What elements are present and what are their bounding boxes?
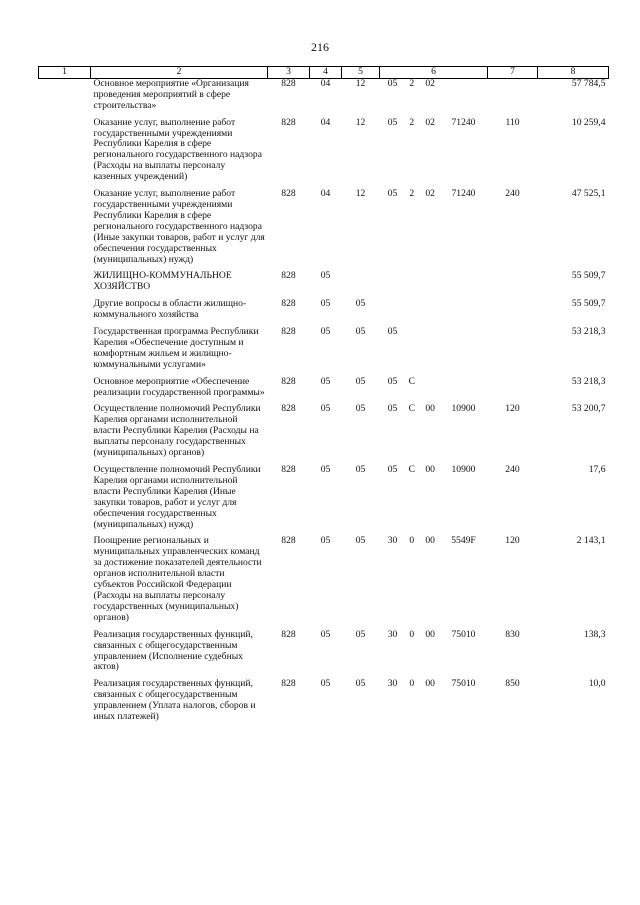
- cell-expense-type: 850: [505, 678, 520, 690]
- target-program: 30: [387, 678, 398, 690]
- cell-subsection: 05: [355, 678, 366, 690]
- row-description: Реализация государственных функций, связанных с общегосударственным управлением (Исполнение судебных актов): [93, 628, 253, 673]
- cell-blank: [39, 536, 91, 629]
- target-direction: 5549F: [451, 535, 476, 547]
- target-subprogram: С: [408, 464, 416, 475]
- col-header: 7: [488, 67, 538, 79]
- cell-expense-type: 110: [505, 116, 520, 128]
- cell-blank: [39, 299, 91, 327]
- table-row: [39, 377, 609, 405]
- target-direction: 71240: [451, 116, 476, 128]
- target-program: 05: [387, 375, 398, 387]
- cell-section: 05: [320, 464, 331, 475]
- row-description: Государственная программа Республики Карелия «Обеспечение доступным и комфортным жильем и жилищно-коммунальными услугами»: [93, 326, 259, 370]
- cell-target-article: [380, 377, 488, 405]
- target-direction: 75010: [451, 678, 476, 690]
- target-subprogram: 0: [409, 628, 415, 640]
- table-row: [39, 465, 609, 536]
- cell-section: 04: [320, 116, 331, 128]
- cell-section: 05: [320, 326, 331, 338]
- target-measure: [420, 377, 440, 388]
- target-direction: [441, 377, 485, 388]
- cell-amount: 10 259,4: [571, 116, 606, 128]
- target-subprogram: 0: [409, 678, 415, 690]
- target-subprogram: 2: [409, 77, 415, 89]
- cell-target-article: [380, 118, 488, 189]
- target-subprogram: С: [408, 375, 416, 387]
- cell-expense-type: 240: [505, 464, 520, 475]
- target-measure: 00: [425, 678, 435, 690]
- table-row: [39, 536, 609, 629]
- cell-blank: [39, 465, 91, 536]
- cell-target-article: [380, 78, 488, 117]
- row-description: Реализация государственных функций, связанных с общегосударственным управлением (Уплата налогов, сборов и иных платежей): [93, 678, 256, 723]
- cell-ministry-code: 828: [281, 298, 296, 310]
- cell-blank: [39, 78, 91, 117]
- target-direction: 10900: [451, 464, 476, 475]
- target-subprogram: [405, 327, 419, 338]
- target-measure: 02: [425, 77, 435, 89]
- cell-target-article: [380, 404, 488, 465]
- cell-target-article: [380, 465, 488, 536]
- cell-blank: [39, 271, 91, 299]
- col-header: 2: [91, 67, 268, 79]
- col-header: 1: [39, 67, 91, 79]
- cell-subsection: 05: [355, 628, 366, 640]
- cell-ministry-code: 828: [281, 116, 296, 128]
- target-measure: 00: [425, 628, 435, 640]
- table-row: [39, 189, 609, 271]
- cell-amount: 53 200,7: [571, 403, 606, 415]
- target-measure: 02: [425, 188, 435, 200]
- cell-section: 04: [320, 77, 331, 89]
- cell-subsection: 12: [355, 188, 366, 200]
- cell-amount: 10,0: [588, 678, 606, 690]
- target-measure: [420, 327, 440, 338]
- table-row: [39, 404, 609, 465]
- target-subprogram: 2: [409, 116, 415, 128]
- cell-subsection: 12: [355, 116, 366, 128]
- target-measure: 00: [425, 403, 435, 415]
- table-row: [39, 118, 609, 189]
- target-direction: 71240: [451, 188, 476, 200]
- row-description: Осуществление полномочий Республики Карелия органами исполнительной власти Республики Карелия (Расходы на выплаты персоналу государственных (муниципальных) органов): [93, 403, 261, 459]
- cell-ministry-code: 828: [281, 628, 296, 640]
- table-row: [39, 630, 609, 680]
- cell-amount: 55 509,7: [571, 298, 606, 310]
- target-program: 05: [387, 326, 398, 338]
- target-direction: 75010: [451, 628, 476, 640]
- cell-target-article: [380, 299, 488, 327]
- target-measure: 00: [425, 464, 435, 475]
- cell-target-article: [380, 189, 488, 271]
- cell-ministry-code: 828: [281, 464, 296, 475]
- target-program: 30: [387, 628, 398, 640]
- table-row: [39, 327, 609, 377]
- cell-section: 05: [320, 678, 331, 690]
- target-measure: 02: [425, 116, 435, 128]
- target-subprogram: 2: [409, 188, 415, 200]
- cell-expense-type: [488, 377, 538, 405]
- cell-ministry-code: 828: [281, 77, 296, 89]
- cell-amount: 17,6: [588, 464, 606, 475]
- cell-amount: 138,3: [583, 628, 606, 640]
- cell-subsection: [342, 271, 380, 299]
- header-row: [39, 67, 609, 79]
- cell-section: 04: [320, 188, 331, 200]
- cell-target-article: [380, 536, 488, 629]
- cell-expense-type: 120: [505, 535, 520, 547]
- table-row: [39, 78, 609, 117]
- row-description: Основное мероприятие «Организация проведения мероприятий в сфере строительства»: [93, 77, 249, 111]
- cell-amount: 53 218,3: [571, 326, 606, 338]
- row-description: Осуществление полномочий Республики Карелия органами исполнительной власти Республики Карелия (Иные закупки товаров, работ и услуг для обеспечения государственных (муниципальных) нужд): [93, 464, 261, 530]
- cell-blank: [39, 189, 91, 271]
- row-description: Основное мероприятие «Обеспечение реализации государственной программы»: [93, 375, 265, 398]
- cell-expense-type: 240: [505, 188, 520, 200]
- target-direction: [441, 79, 485, 90]
- cell-expense-type: 120: [505, 403, 520, 415]
- cell-section: 05: [320, 270, 331, 282]
- cell-ministry-code: 828: [281, 188, 296, 200]
- target-program: 30: [387, 535, 398, 547]
- cell-expense-type: 830: [505, 628, 520, 640]
- cell-subsection: 05: [355, 535, 366, 547]
- target-subprogram: С: [408, 403, 416, 415]
- col-header: 6: [380, 67, 488, 79]
- target-subprogram: 0: [409, 535, 415, 547]
- cell-subsection: 05: [355, 403, 366, 415]
- target-program: 05: [387, 77, 398, 89]
- row-description: Другие вопросы в области жилищно-коммунального хозяйства: [93, 298, 247, 321]
- cell-subsection: 05: [355, 464, 366, 475]
- cell-subsection: 05: [355, 298, 366, 310]
- cell-blank: [39, 630, 91, 680]
- cell-target-article: [380, 271, 488, 299]
- cell-ministry-code: 828: [281, 326, 296, 338]
- cell-expense-type: [488, 78, 538, 117]
- target-program: 05: [387, 464, 398, 475]
- cell-target-article: [380, 679, 488, 729]
- cell-subsection: 05: [355, 326, 366, 338]
- target-program: 05: [387, 403, 398, 415]
- col-header: 5: [342, 67, 380, 79]
- col-header: 8: [538, 67, 609, 79]
- cell-blank: [39, 118, 91, 189]
- cell-expense-type: [488, 299, 538, 327]
- col-header: 4: [310, 67, 342, 79]
- cell-blank: [39, 327, 91, 377]
- target-direction: 10900: [451, 403, 476, 415]
- cell-section: 05: [320, 628, 331, 640]
- cell-blank: [39, 679, 91, 729]
- target-program: 05: [387, 116, 398, 128]
- cell-ministry-code: 828: [281, 270, 296, 282]
- col-header: 3: [268, 67, 310, 79]
- cell-amount: 47 525,1: [571, 188, 606, 200]
- table-body: [39, 78, 609, 729]
- target-measure: 00: [425, 535, 435, 547]
- cell-amount: 55 509,7: [571, 270, 606, 282]
- row-description: ЖИЛИЩНО-КОММУНАЛЬНОЕ ХОЗЯЙСТВО: [93, 270, 232, 293]
- cell-target-article: [380, 630, 488, 680]
- cell-amount: 57 784,5: [571, 77, 606, 89]
- cell-expense-type: [488, 271, 538, 299]
- cell-section: 05: [320, 298, 331, 310]
- row-description: Поощрение региональных и муниципальных управленческих команд за достижение показателей деятельности органов исполнительной власти субъектов Российской Федерации (Расходы на выплаты персоналу государственных (муниципальных) органов): [93, 535, 262, 623]
- target-program: 05: [387, 188, 398, 200]
- cell-amount: 53 218,3: [571, 375, 606, 387]
- cell-amount: 2 143,1: [576, 535, 606, 547]
- cell-subsection: 05: [355, 375, 366, 387]
- cell-ministry-code: 828: [281, 535, 296, 547]
- table-row: [39, 271, 609, 299]
- cell-target-article: [380, 327, 488, 377]
- cell-blank: [39, 377, 91, 405]
- cell-blank: [39, 404, 91, 465]
- row-description: Оказание услуг, выполнение работ государственными учреждениями Республики Карелия в сфере регионального государственного надзора (Расходы на выплаты персоналу казенных учреждений): [93, 116, 262, 183]
- cell-expense-type: [488, 327, 538, 377]
- cell-ministry-code: 828: [281, 403, 296, 415]
- cell-ministry-code: 828: [281, 375, 296, 387]
- table-row: [39, 299, 609, 327]
- row-description: Оказание услуг, выполнение работ государственными учреждениями Республики Карелия в сфере регионального государственного надзора (Иные закупки товаров, работ и услуг для обеспечения государственных (муниципальных) нужд): [93, 188, 265, 265]
- cell-subsection: 12: [355, 77, 366, 89]
- page-number: 216: [311, 40, 329, 54]
- cell-section: 05: [320, 535, 331, 547]
- cell-section: 05: [320, 375, 331, 387]
- target-direction: [441, 327, 485, 338]
- table-row: [39, 679, 609, 729]
- budget-table: [38, 66, 609, 729]
- cell-section: 05: [320, 403, 331, 415]
- cell-ministry-code: 828: [281, 678, 296, 690]
